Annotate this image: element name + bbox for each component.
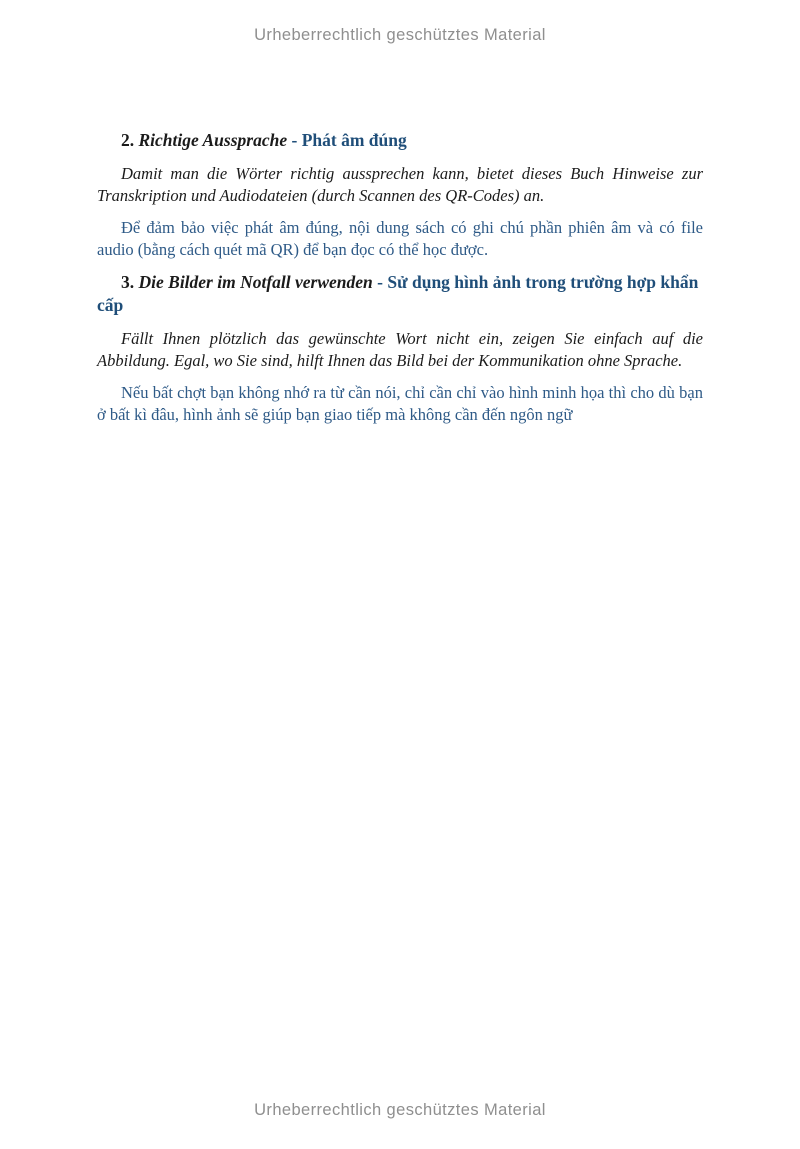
section-heading-2	[97, 129, 703, 152]
section-title-german: Die Bilder im Notfall verwenden	[138, 272, 373, 292]
paragraph-vietnamese: Nếu bất chợt bạn không nhớ ra từ cần nói, chỉ cần chỉ vào hình minh họa thì cho dù bạn ở bất kì đâu, hình ảnh sẽ giúp bạn giao tiếp mà không cần đến ngôn ngữ	[97, 383, 703, 424]
section-title-vietnamese: Sử dụng hình ảnh trong trường hợp khẩn cấp	[97, 272, 699, 315]
paragraph-vietnamese: Để đảm bảo việc phát âm đúng, nội dung sách có ghi chú phần phiên âm và có file audio (bằng cách quét mã QR) để bạn đọc có thể học được.	[97, 218, 703, 259]
section-number: 3.	[121, 272, 135, 292]
section-title-german: Richtige Aussprache	[138, 130, 288, 150]
page-content	[97, 129, 703, 426]
title-separator: -	[291, 130, 298, 150]
section-title-vietnamese: Phát âm đúng	[301, 130, 407, 150]
copyright-notice-bottom: Urheberrechtlich geschütztes Material	[254, 1101, 546, 1119]
copyright-notice-top: Urheberrechtlich geschütztes Material	[254, 26, 546, 44]
title-separator: -	[377, 272, 383, 292]
section-heading-3	[97, 271, 703, 317]
paragraph-german: Fällt Ihnen plötzlich das gewünschte Wort nicht ein, zeigen Sie einfach auf die Abbildung. Egal, wo Sie sind, hilft Ihnen das Bild bei der Kommunikation ohne Sprache.	[97, 329, 703, 370]
paragraph-german: Damit man die Wörter richtig aussprechen kann, bietet dieses Buch Hinweise zur Transkription und Audiodateien (durch Scannen des QR-Codes) an.	[97, 164, 703, 205]
section-number: 2.	[121, 130, 135, 150]
